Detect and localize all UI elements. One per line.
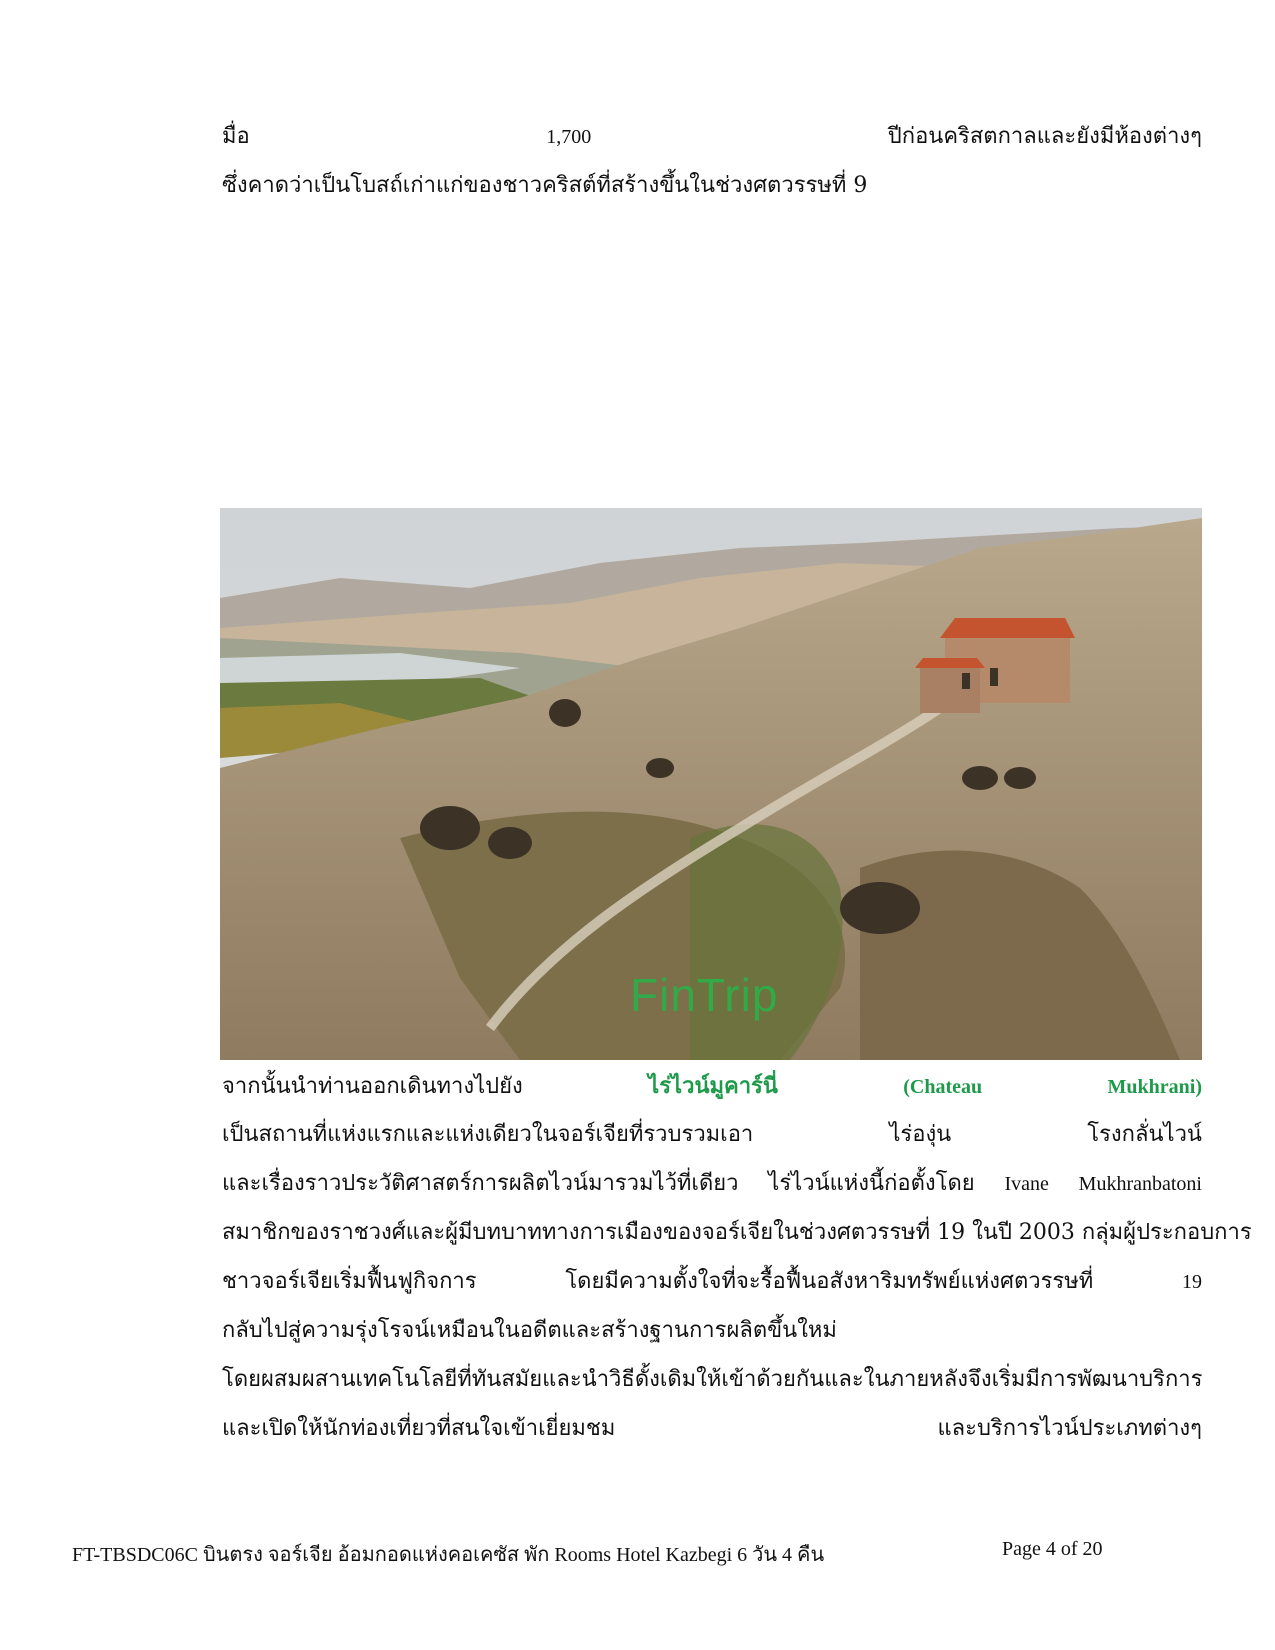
text-fragment: จากนั้นนำท่านออกเดินทางไปยัง: [222, 1074, 523, 1099]
paragraph2-line3: [222, 1168, 1202, 1200]
paragraph2-line1: [222, 1070, 1202, 1103]
text-fragment: โดยผสมผสานเทคโนโลยีที่ทันสมัยและนำวิธีดั้งเดิมให้เข้าด้วยกัน: [222, 1367, 825, 1392]
paragraph2-line2: [222, 1119, 1202, 1151]
text-fragment: และในภายหลังจึงเริ่มมีการพัฒนาบริการ: [824, 1367, 1203, 1392]
footer-page-number: Page 4 of 20: [1002, 1538, 1103, 1560]
text-fragment: เป็นสถานที่แห่งแรกและแห่งเดียวในจอร์เจียที่รวบรวมเอา: [222, 1122, 754, 1147]
founder-last-name: Mukhranbatoni: [1078, 1173, 1202, 1195]
text-fragment: โดยมีความตั้งใจที่จะรื้อฟื้นอสังหาริมทรัพย์แห่งศตวรรษที่: [565, 1269, 1094, 1294]
text-fragment: ปีก่อนคริสตกาลและยังมีห้องต่างๆ: [887, 124, 1202, 149]
text-fragment: และเปิดให้นักท่องเที่ยวที่สนใจเข้าเยี่ยมชม: [222, 1416, 616, 1441]
paragraph2-line5: [222, 1266, 1202, 1298]
paragraph2-line7: [222, 1364, 1202, 1396]
watermark-logo: FinTrip: [630, 969, 779, 1021]
paragraph1-line2: [222, 170, 1202, 202]
founder-first-name: Ivane: [1004, 1173, 1049, 1195]
text-fragment: ไร่องุ่น: [889, 1122, 952, 1147]
paragraph2-line4: [222, 1217, 1252, 1249]
text-fragment: ซึ่งคาดว่าเป็นโบสถ์เก่าแก่ของชาวคริสต์ที่สร้างขึ้นในช่วงศตวรรษที่ 9: [222, 173, 868, 198]
uplistsikhe-cave-town-photo: [220, 508, 1202, 1060]
place-name-en-part2: Mukhrani): [1107, 1076, 1202, 1098]
paragraph1-line1: [222, 121, 1202, 153]
text-fragment: ชาวจอร์เจียเริ่มฟื้นฟูกิจการ: [222, 1269, 477, 1294]
text-fragment: กลับไปสู่ความรุ่งโรจน์เหมือนในอดีตและสร้างฐานการผลิตขึ้นใหม่: [222, 1318, 837, 1343]
text-fragment: โรงกลั่นไวน์: [1087, 1122, 1202, 1147]
paragraph2-line8: [222, 1413, 1202, 1445]
century-number: 19: [1182, 1271, 1202, 1293]
text-fragment: และเรื่องราวประวัติศาสตร์การผลิตไวน์มารวมไว้ที่เดียว: [222, 1171, 739, 1196]
place-name-en-part1: (Chateau: [903, 1076, 983, 1098]
paragraph2-line6: [222, 1315, 1202, 1347]
footer-program-title: FT-TBSDC06C บินตรง จอร์เจีย อ้อมกอดแห่งคอเคซัส พัก Rooms Hotel Kazbegi 6 วัน 4 คืน: [72, 1544, 825, 1566]
text-fragment: มื่อ: [222, 124, 250, 149]
text-fragment: และบริการไวน์ประเภทต่างๆ: [937, 1416, 1202, 1441]
year-number: 1,700: [546, 126, 592, 148]
text-fragment: ไร่ไวน์แห่งนี้ก่อตั้งโดย: [768, 1171, 975, 1196]
text-fragment: สมาชิกของราชวงศ์และผู้มีบทบาททางการเมืองของจอร์เจียในช่วงศตวรรษที่ 19 ในปี 2003 กลุ่มผู้ประกอบการ: [222, 1220, 1252, 1245]
place-name-thai: ไร่ไวน์มูคาร์นี่: [648, 1073, 778, 1099]
